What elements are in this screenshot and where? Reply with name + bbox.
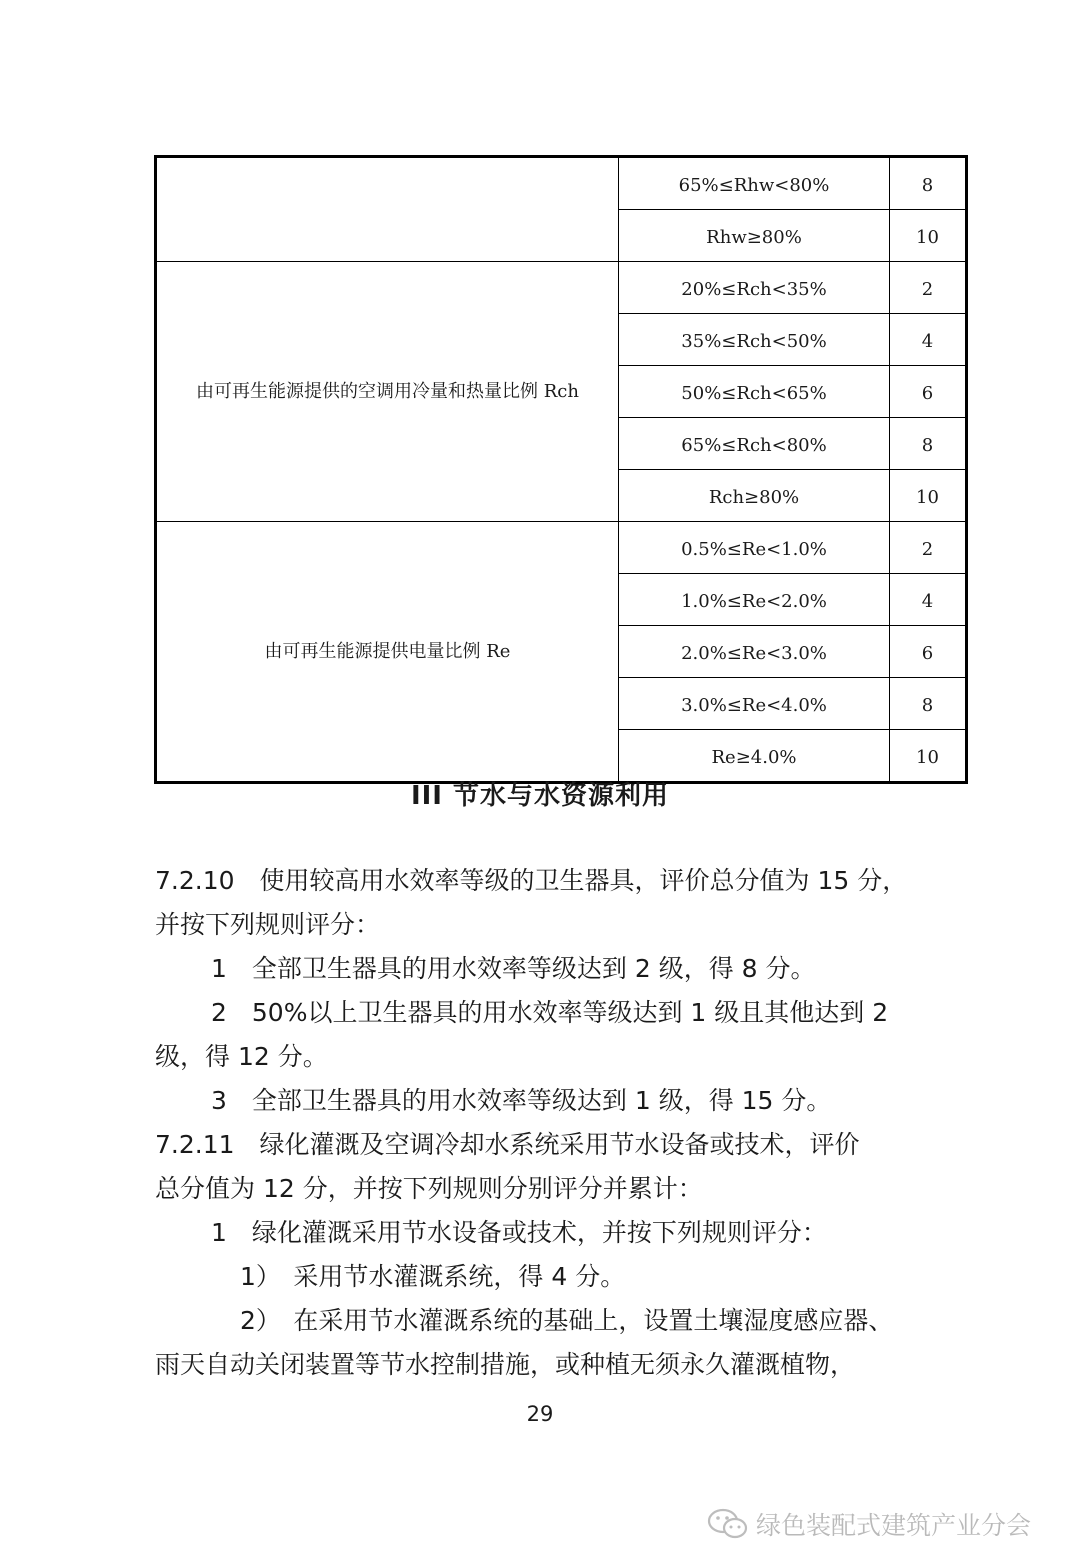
table-score-cell: 2 xyxy=(890,522,967,574)
score-table xyxy=(154,155,968,784)
table-score-cell: 10 xyxy=(890,730,967,783)
page-number: 29 xyxy=(526,1402,554,1426)
paragraph-line: 2） 在采用节水灌溉系统的基础上，设置土壤湿度感应器、 xyxy=(240,1306,894,1335)
table-score-cell: 8 xyxy=(890,157,967,210)
table-condition-cell: 65%≤Rhw<80% xyxy=(619,157,890,210)
paragraph-line: 7.2.10 使用较高用水效率等级的卫生器具，评价总分值为 15 分， xyxy=(155,866,908,895)
table-condition-cell: 0.5%≤Re<1.0% xyxy=(619,522,890,574)
paragraph-line: 1 绿化灌溉采用节水设备或技术，并按下列规则评分： xyxy=(211,1218,827,1247)
section-title: III 节水与水资源利用 xyxy=(410,781,670,811)
paragraph-line: 1） 采用节水灌溉系统，得 4 分。 xyxy=(240,1262,626,1291)
table-score-cell: 6 xyxy=(890,366,967,418)
paragraph-line: 总分值为 12 分，并按下列规则分别评分并累计： xyxy=(155,1174,703,1203)
paragraph-line: 并按下列规则评分： xyxy=(155,910,381,939)
watermark-text: 绿色装配式建筑产业分会 xyxy=(756,1511,1032,1540)
table-condition-cell: 65%≤Rch<80% xyxy=(619,418,890,470)
table-score-cell: 4 xyxy=(890,574,967,626)
paragraph-line: 雨天自动关闭装置等节水控制措施，或种植无须永久灌溉植物， xyxy=(155,1350,856,1379)
table-score-cell: 4 xyxy=(890,314,967,366)
wechat-icon xyxy=(706,1506,750,1542)
table-condition-cell: 50%≤Rch<65% xyxy=(619,366,890,418)
table-row xyxy=(156,522,967,574)
table-row xyxy=(156,262,967,314)
table-item-cell: 由可再生能源提供的空调用冷量和热量比例 Rch xyxy=(156,262,619,522)
watermark xyxy=(706,1504,1031,1544)
table-condition-cell: 20%≤Rch<35% xyxy=(619,262,890,314)
paragraph-line: 2 50%以上卫生器具的用水效率等级达到 1 级且其他达到 2 xyxy=(211,998,889,1027)
table-score-cell: 8 xyxy=(890,418,967,470)
table-score-cell: 10 xyxy=(890,210,967,262)
table-score-cell: 10 xyxy=(890,470,967,522)
table-score-cell: 8 xyxy=(890,678,967,730)
table-condition-cell: 2.0%≤Re<3.0% xyxy=(619,626,890,678)
table-condition-cell: Rhw≥80% xyxy=(619,210,890,262)
paragraph-line: 1 全部卫生器具的用水效率等级达到 2 级，得 8 分。 xyxy=(211,954,816,983)
table-score-cell: 2 xyxy=(890,262,967,314)
paragraph-line: 3 全部卫生器具的用水效率等级达到 1 级，得 15 分。 xyxy=(211,1086,832,1115)
table-condition-cell: 3.0%≤Re<4.0% xyxy=(619,678,890,730)
table-item-cell xyxy=(156,157,619,262)
table-row xyxy=(156,157,967,210)
paragraph-line: 7.2.11 绿化灌溉及空调冷却水系统采用节水设备或技术，评价 xyxy=(155,1130,860,1159)
table-item-cell: 由可再生能源提供电量比例 Re xyxy=(156,522,619,783)
table-score-cell: 6 xyxy=(890,626,967,678)
table-condition-cell: Re≥4.0% xyxy=(619,730,890,783)
table-condition-cell: 35%≤Rch<50% xyxy=(619,314,890,366)
table-condition-cell: 1.0%≤Re<2.0% xyxy=(619,574,890,626)
table-condition-cell: Rch≥80% xyxy=(619,470,890,522)
paragraph-line: 级，得 12 分。 xyxy=(155,1042,328,1071)
